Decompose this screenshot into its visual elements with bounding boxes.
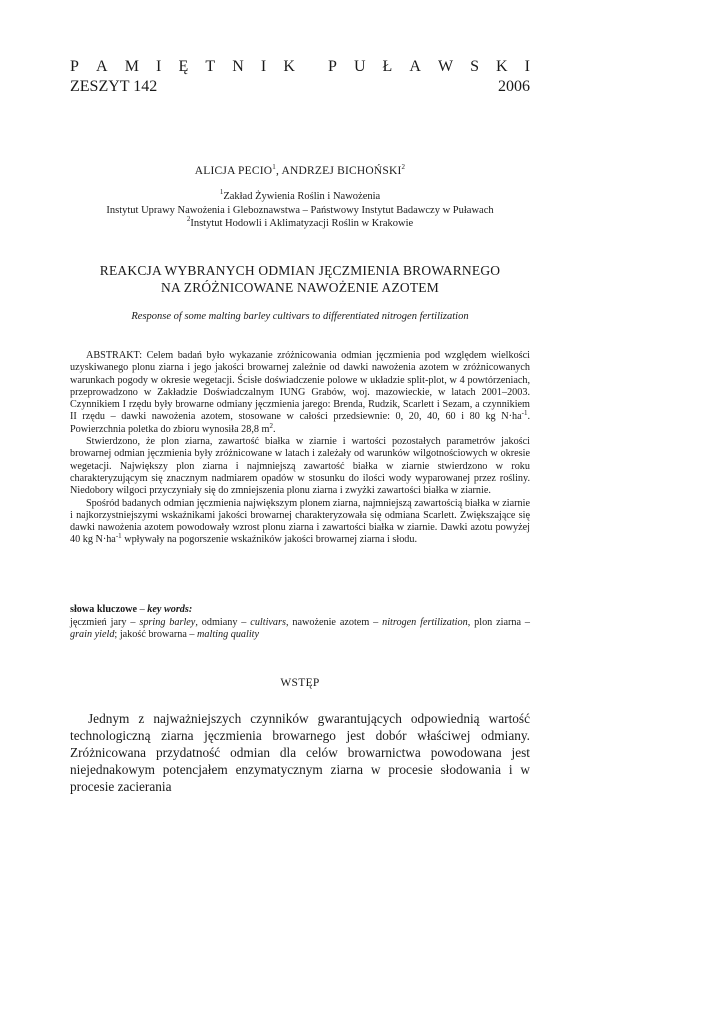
title-line-1: REAKCJA WYBRANYCH ODMIAN JĘCZMIENIA BROWARNEGO (99, 263, 501, 278)
letter: N (232, 58, 244, 75)
affiliation-text: Zakład Żywienia Roślin i Nawożenia (223, 191, 381, 202)
keyword-pl: odmiany (201, 616, 238, 628)
abstract-paragraph-2: Stwierdzono, że plon ziarna, zawartość białka w ziarnie i wartości pozostałych parametrów jakości browarnej odmian jęczmienia były zróżnicowane w latach i zależały od warunków wilgotnościowych w okresie wegetacji. Największy plon ziarna i najmniejszą zawartość białka w ziarnie stwierdzono w roku charakteryzującym się znacznym nadmiarem opadów w stosunku do ilości wody wyparowanej przez rośliny. Niedobory wilgoci przyczyniały się do zmniejszenia plonu ziarna i zwyżki zawartości białka w ziarnie. (70, 436, 530, 497)
abstract-text: . Powierzchnia poletka do zbioru wynosiła 28,8 m (70, 411, 530, 435)
keywords-heading-pl: słowa kluczowe (70, 604, 138, 615)
affiliation-mark: 1 (219, 188, 224, 196)
abstract-paragraph-1 (70, 350, 530, 436)
affiliation-text: Instytut Hodowli i Aklimatyzacji Roślin w Krakowie (190, 218, 414, 229)
letter: I (260, 58, 267, 75)
abstract-text: Spośród badanych odmian jęczmienia największym plonem ziarna, najmniejszą zawartością białka w ziarnie i najkorzystniejszymi wskaźnikami jakości browarnej charakteryzowała się odmiana Scarlett. Zwiększające się dawki nawożenia azotem powodowały wzrost plonu ziarna i zawartości białka w ziarnie. Dawki azotu powyżej 40 kg N·ha (70, 497, 530, 546)
author-1: ALICJA PECIO (194, 165, 273, 177)
abstract-text: wpływały na pogorszenie wskaźników jakości browarnej ziarna i słodu. (121, 534, 418, 546)
letter: K (283, 58, 295, 75)
running-head (70, 58, 530, 98)
superscript: -1 (521, 409, 528, 418)
letter: A (409, 58, 421, 75)
keyword-en: grain yield (70, 629, 115, 641)
section-heading: WSTĘP (280, 677, 320, 689)
letter: Ł (382, 58, 393, 75)
affiliation-2 (70, 217, 530, 231)
author-separator: , (275, 165, 282, 177)
letter: M (124, 58, 139, 75)
letter: I (524, 58, 530, 75)
keyword-pl: jęczmień jary (70, 616, 127, 628)
keywords-heading (70, 604, 530, 617)
author-2-affiliation-mark: 2 (401, 163, 406, 171)
letter: W (437, 58, 454, 75)
superscript: 2 (269, 421, 273, 430)
letter: K (496, 58, 508, 75)
letter: S (470, 58, 479, 75)
journal-name-word2 (328, 58, 530, 78)
introduction (70, 710, 530, 795)
affiliation-institute: Instytut Uprawy Nawożenia i Gleboznawstwa – Państwowy Instytut Badawczy w Puławach (106, 204, 494, 216)
author-2: ANDRZEJ BICHOŃSKI (281, 165, 402, 177)
dash: – (137, 604, 148, 615)
issue-year: 2006 (498, 78, 530, 95)
keyword-pl: plon ziarna (474, 616, 522, 628)
affiliation-mark: 2 (186, 215, 191, 223)
affiliations (70, 190, 530, 231)
keyword-pl: nawożenie azotem (292, 616, 370, 628)
keyword-en: spring barley (139, 616, 196, 628)
abstract-text: . (272, 423, 276, 435)
keyword-pl: jakość browarna (119, 629, 187, 641)
keyword-en: malting quality (197, 629, 260, 641)
letter: Ę (178, 58, 189, 75)
intro-paragraph-1: Jednym z najważniejszych czynników gwarantujących odpowiednią wartość technologiczną ziarna jęczmienia browarnego jest dobór właściwej odmiany. Zróżnicowana przydatność odmian dla celów browarnictwa powodowana jest niejednakowym potencjałem enzymatycznym ziarna w procesie słodowania i w procesie zacierania (70, 711, 530, 794)
title-line-2: NA ZRÓŻNICOWANE NAWOŻENIE AZOTEM (161, 279, 439, 295)
author-1-affiliation-mark: 1 (272, 163, 276, 171)
keywords-heading-en: key words: (147, 604, 193, 615)
letter: I (156, 58, 162, 75)
keyword-en: cultivars (250, 616, 286, 628)
english-title: Response of some malting barley cultivars to differentiated nitrogen fertilization (131, 311, 469, 322)
abstract (70, 350, 530, 547)
letter: A (96, 58, 108, 75)
abstract-text: ABSTRAKT: Celem badań było wykazanie zróżnicowania odmian jęczmienia pod względem wielkości uzyskiwanego plonu ziarna i jego jakości browarnej zależnie od dawki nawożenia azotem w zróżnicowanych warunkach pogody w okresie wegetacji. Ścisłe doświadczenie polowe w układzie split-plot, w 4 powtórzeniach, przeprowadzono w Zakładzie Doświadczalnym IUNG Grabów, woj. mazowieckie, w latach 2001–2003. Czynnikiem I rzędu były browarne odmiany jęczmienia jarego: Brenda, Rudzik, Scarlett i Sezam, a czynnikiem II rzędu – dawki nawożenia azotem, stosowane w całości przedsiewnie: 0, 20, 40, 60 i 80 kg N·ha (70, 350, 530, 423)
letter: U (353, 58, 366, 75)
letter: T (205, 58, 216, 75)
affiliation-1 (70, 190, 530, 204)
keyword-en: nitrogen fertilization (382, 616, 468, 628)
letter: P (328, 58, 337, 75)
authors (70, 165, 530, 177)
journal-name-word1 (70, 58, 295, 78)
abstract-paragraph-3 (70, 498, 530, 547)
letter: P (70, 58, 79, 75)
superscript: -1 (115, 532, 122, 541)
article-title (70, 263, 530, 296)
keywords (70, 604, 530, 642)
issue-number: ZESZYT 142 (70, 78, 158, 95)
keywords-list: jęczmień jary – spring barley, odmiany – cultivars, nawożenie azotem – nitrogen fertilization, plon ziarna – grain yield; jakość browarna – malting quality (70, 616, 531, 641)
